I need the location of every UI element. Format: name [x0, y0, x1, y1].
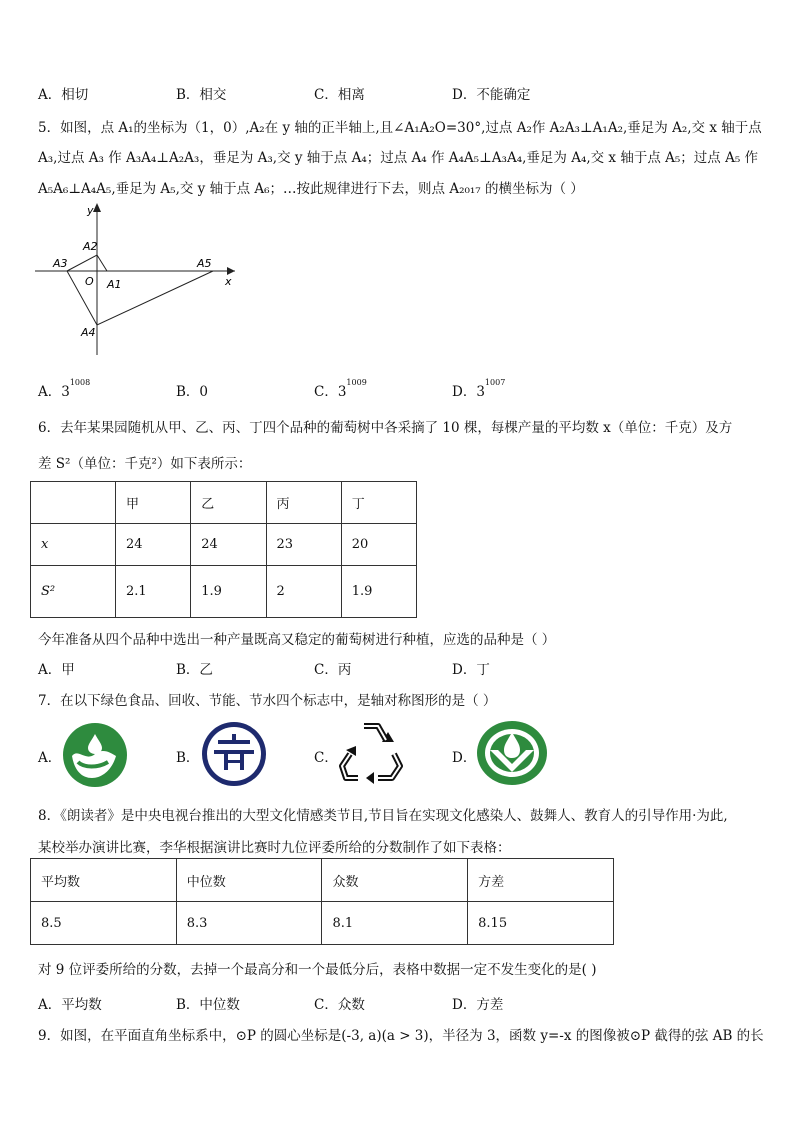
table-cell: 2.1 [115, 566, 190, 618]
table-cell: 众数 [322, 859, 468, 902]
figure-label-o: O [85, 275, 94, 288]
q4-options [38, 83, 758, 103]
table-cell: 23 [266, 524, 341, 566]
energy-saving-logo-icon [338, 720, 406, 784]
q7-option-d[interactable]: D． [452, 750, 477, 766]
table-cell: 8.15 [468, 902, 614, 945]
figure-label-y: y [87, 204, 94, 217]
table-cell: 平均数 [31, 859, 177, 902]
q5-options [38, 380, 758, 400]
q6-table [30, 481, 417, 618]
q7-stem: 7．在以下绿色食品、回收、节能、节水四个标志中，是轴对称图形的是（ ） [38, 693, 497, 709]
q4-option-c[interactable]: C．相离 [314, 87, 365, 103]
figure-label-a2: A2 [83, 240, 98, 253]
q8-option-d[interactable]: D．方差 [452, 997, 504, 1013]
q6-table-header [31, 482, 417, 524]
table-cell: 方差 [468, 859, 614, 902]
q5-stem-line2: A₃,过点 A₃ 作 A₃A₄⊥A₂A₃，垂足为 A₃,交 y 轴于点 A₄；过点 A₄ 作 A₄A₅⊥A₃A₄,垂足为 A₄,交 x 轴于点 A₅；过点 A₅ 作 [38, 150, 759, 166]
q6-options [38, 658, 758, 678]
q7-option-c[interactable]: C． [314, 750, 338, 766]
q6-option-d[interactable]: D．丁 [452, 662, 490, 678]
table-cell: 2 [266, 566, 341, 618]
table-cell: 乙 [191, 482, 266, 524]
table-row [31, 524, 417, 566]
q5-option-c[interactable]: C．$3^{1009}$ [314, 378, 367, 400]
q7-option-a[interactable]: A． [38, 750, 62, 766]
table-row [31, 902, 614, 945]
q8-table-header [31, 859, 614, 902]
q6-stem-line3: 今年准备从四个品种中选出一种产量既高又稳定的葡萄树进行种植，应选的品种是（ ） [38, 632, 556, 648]
table-cell: 1.9 [191, 566, 266, 618]
table-cell: 甲 [115, 482, 190, 524]
q6-stem-line2: 差 S²（单位：千克²）如下表所示： [38, 456, 252, 472]
table-cell: 丁 [341, 482, 416, 524]
q7-option-b[interactable]: B． [176, 750, 200, 766]
table-cell: 1.9 [341, 566, 416, 618]
table-cell: 8.1 [322, 902, 468, 945]
q8-table [30, 858, 614, 945]
figure-label-x: x [225, 275, 232, 288]
figure-label-a1: A1 [107, 278, 122, 291]
table-cell: 中位数 [176, 859, 322, 902]
q8-options [38, 993, 758, 1013]
table-row [31, 566, 417, 618]
q6-option-b[interactable]: B．乙 [176, 662, 213, 678]
q8-option-a[interactable]: A．平均数 [38, 997, 102, 1013]
figure-label-a5: A5 [197, 257, 212, 270]
q5-option-a[interactable]: A．$3^{1008}$ [38, 378, 91, 400]
q8-stem-line1: 8．《朗读者》是中央电视台推出的大型文化情感类节目,节目旨在实现文化感染人、鼓舞人、教育人的引导作用·为此, [38, 808, 728, 824]
table-cell: 20 [341, 524, 416, 566]
q6-option-c[interactable]: C．丙 [314, 662, 352, 678]
q8-stem-line3: 对 9 位评委所给的分数，去掉一个最高分和一个最低分后，表格中数据一定不发生变化的是( ) [38, 962, 597, 978]
q8-option-b[interactable]: B．中位数 [176, 997, 240, 1013]
q6-option-a[interactable]: A．甲 [38, 662, 75, 678]
figure-label-a3: A3 [53, 257, 68, 270]
table-cell: x [31, 524, 116, 566]
table-cell: 8.3 [176, 902, 322, 945]
figure-label-a4: A4 [81, 326, 96, 339]
table-cell: S² [31, 566, 116, 618]
q8-stem-line2: 某校举办演讲比赛，李华根据演讲比赛时九位评委所给的分数制作了如下表格： [38, 840, 511, 856]
q5-option-b[interactable]: B．0 [176, 384, 209, 400]
table-cell: 24 [115, 524, 190, 566]
q4-option-a[interactable]: A．相切 [38, 87, 89, 103]
green-food-logo-icon [62, 722, 128, 788]
q6-stem-line1: 6．去年某果园随机从甲、乙、丙、丁四个品种的葡萄树中各采摘了 10 棵，每棵产量的平均数 x（单位：千克）及方 [38, 420, 733, 436]
table-cell: 丙 [266, 482, 341, 524]
q5-stem-line1: 5．如图，点 A₁的坐标为（1，0）,A₂在 y 轴的正半轴上,且∠A₁A₂O=30°,过点 A₂作 A₂A₃⊥A₁A₂,垂足为 A₂,交 x 轴于点 [38, 120, 762, 136]
recycle-logo-icon [200, 720, 268, 788]
table-cell: 24 [191, 524, 266, 566]
table-cell: 8.5 [31, 902, 177, 945]
q5-stem-line3: A₅A₆⊥A₄A₅,垂足为 A₅,交 y 轴于点 A₆；…按此规律进行下去，则点 A₂₀₁₇ 的横坐标为（ ） [38, 181, 584, 197]
q8-option-c[interactable]: C．众数 [314, 997, 365, 1013]
q4-option-b[interactable]: B．相交 [176, 87, 227, 103]
table-cell [31, 482, 116, 524]
q9-stem-line1: 9．如图，在平面直角坐标系中，⊙P 的圆心坐标是(-3, a)(a > 3)，半径为 3，函数 y=-x 的图像被⊙P 截得的弦 AB 的长 [38, 1028, 764, 1044]
water-saving-logo-icon [476, 720, 548, 786]
q5-figure [35, 200, 245, 360]
q4-option-d[interactable]: D．不能确定 [452, 87, 531, 103]
q5-option-d[interactable]: D．$3^{1007}$ [452, 378, 506, 400]
